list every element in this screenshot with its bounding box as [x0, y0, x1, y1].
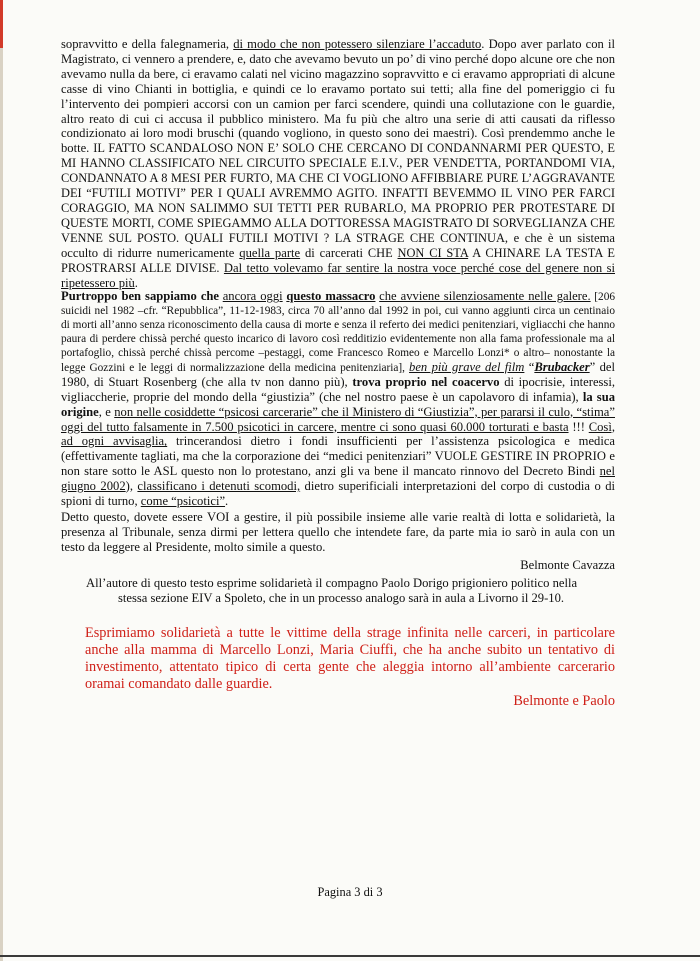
bold-phrase: Purtroppo ben sappiamo che — [61, 289, 220, 304]
text-run: ), — [125, 479, 138, 494]
document-page — [61, 37, 615, 710]
signature-belmonte-e-paolo: Belmonte e Paolo — [513, 693, 615, 710]
solidarity-note — [61, 576, 615, 607]
underlined-phrase: Così, ad ogni avvisaglia, — [61, 419, 615, 449]
red-solidarity-paragraph: Esprimiamo solidarietà a tutte le vittime della strage infinita nelle carceri, in particolare anche alla mamma di Marcello Lonzi, Maria Ciuffi, che ha anche subito un tentativo di investimento, attentato tipico di certa gente che aleggia intorno all’ambiente carcerario oramai comandato dalle guardie. — [85, 624, 615, 692]
signature-belmonte-cavazza: Belmonte Cavazza — [520, 557, 615, 572]
text-run: di ipocrisie, interessi, vigliaccherie, proprie del mondo della “giustizia” (che nel nostro paese è un capolavoro di infamia), — [61, 374, 615, 404]
underlined-phrase: classificano i detenuti scomodi, — [137, 479, 301, 494]
text-run: , e — [98, 404, 115, 419]
bold-phrase: la sua origine — [61, 389, 615, 419]
uppercase-phrase: A CHINARE LA TESTA E PROSTRARSI ALLE DIVISE. — [61, 245, 615, 275]
underlined-sentence: Dal tetto volevamo far sentire la nostra voce perché cose del genere non si ripetessero più — [61, 260, 615, 290]
paragraph-1 — [61, 37, 615, 290]
text-run: del 1980, di Stuart Rosenberg (che alla tv non danno più), — [61, 359, 615, 389]
text-run: di carcerati — [300, 245, 368, 260]
text-run: ” — [589, 359, 596, 374]
underlined-phrase: nel giugno 2002 — [61, 464, 615, 494]
red-margin-mark — [0, 0, 3, 48]
text-run: trincerandosi dietro i fondi insufficienti per l’assistenza psicologica e medica (effettivamente tagliati, ma che la corporazione dei “medici penitenziari” VUOLE GESTIRE IN PROPRIO e non stare sotto le ASL questo non lo protestano, anzi gli va bene il mancato rinnovo del Decreto Bindi — [61, 434, 616, 479]
film-title: Brubacker — [534, 359, 590, 374]
text-run: !!! — [568, 419, 589, 434]
underlined-sentence: non nelle cosiddette “psicosi carcerarie” che il Ministero di “Giustizia”, per pararsi il culo, “stima” oggi del tutto falsamente in 7.500 psicotici in carcere, mentre ci sono quasi 60.000 torturati e basta — [61, 404, 615, 434]
text-run: . — [225, 494, 229, 509]
underlined-uppercase-phrase: NON CI STA — [397, 245, 469, 260]
text-run: . — [134, 275, 138, 290]
italic-underlined-phrase: ben più grave del film — [409, 359, 525, 374]
page-number-footer: Pagina 3 di 3 — [317, 885, 383, 899]
underlined-phrase: come “psicotici” — [140, 494, 226, 509]
text-run: . Dopo aver parlato con il Magistrato, ci vennero a prendere, e, dato che avevamo bevuto un po’ di vino perché dopo alcune ore che non avevamo nulla da bere, ci eravamo calati nel vicino magazzino sopravvitto e ci eravamo appropriati di alcune casse di vino Chianti in bottiglia, e quindi ce lo eravamo portato sui tetti; alla fine del pomeriggio ci fu l’intervento dei pompieri accorsi con un camion per farci scendere, quindi una collutazione con le guardie, altro reato di cui ci accusa il pubblico ministero. Ma fu più che altro una serie di atti causati da riflesso condizionato ai loro modi bruschi (quando vogliono, in questo sono dei maestri). Così prendemmo anche le botte. — [61, 37, 615, 156]
text-run: [206 suicidi nel 1982 –cfr. “Repubblica”, 11-12-1983, circa 70 all’anno dal 1992 in poi, cui vanno aggiunti circa un centinaio di morti all’anno senza riconoscimento della causa di morte e senza il referto dei medici penitenziari, vigliacchi che hanno paura di perdere chissà perché questo incarico di lavoro così redditizio evidentemente non alla fama professionale ma al portafoglio, chissà perché chissà percome –pestaggi, come Francesco Romeo e Marcello Lonzi* o altro– nonostante la legge Gozzini e le leggi di normalizzazione della medicina penitenziaria], — [61, 291, 615, 374]
bottom-border-line — [0, 955, 700, 957]
note-line-2: stessa sezione EIV a Spoleto, che in un processo analogo sarà in aula a Livorno il 29-10. — [118, 591, 565, 606]
text-run: “ — [524, 359, 535, 374]
underlined-phrase: quella parte — [239, 245, 301, 260]
uppercase-phrase: CHE — [367, 245, 398, 260]
uppercase-statement: IL FATTO SCANDALOSO NON E’ SOLO CHE CERCANO DI CONDANNARMI PER QUESTO, E MI HANNO CLASSIFICATO NEL CIRCUITO SPECIALE E.I.V., PER VENDETTA, PORTANDOMI VIA, CONDANNATO A 8 MESI PER FURTO, MA CHE CI VOGLIONO AFFIBBIARE PURE L’AGGRAVANTE DEI “FUTILI MOTIVI” PER I QUALI AVREMMO AGITO. INFATTI BEVEMMO IL VINO PER FARCI CORAGGIO, MA NON SALIMMO SUI TETTI PER RUBARLO, MA PROPRIO PER PROTESTARE DI QUESTE MORTI, COME SPIEGAMMO ALLA DOTTORESSA MAGISTRATO DI SORVEGLIANZA CHE VENNE SUL POSTO. QUALI FUTILI MOTIVI ? LA STRAGE CHE CONTINUA — [61, 141, 615, 245]
underlined-phrase: di modo che non potessero silenziare l’accaduto — [233, 37, 482, 51]
text-run: sopravvitto e della falegnameria, — [61, 37, 234, 51]
underlined-phrase: che avviene silenziosamente nelle galere. — [379, 289, 591, 304]
bold-underlined-phrase: questo massacro — [286, 289, 376, 304]
bold-phrase: trova proprio nel coacervo — [352, 374, 500, 389]
page-left-edge — [0, 0, 3, 961]
text-run: , e che è un sistema occulto di ridurre numericamente — [61, 230, 615, 260]
underlined-phrase: ancora oggi — [222, 289, 283, 304]
note-line-1: All’autore di questo testo esprime solidarietà il compagno Paolo Dorigo prigioniero politico nella — [86, 575, 578, 590]
paragraph-2 — [61, 290, 615, 510]
paragraph-3: Detto questo, dovete essere VOI a gestire, il più possibile insieme alle varie realtà di lotta e solidarietà, la presenza al Tribunale, senza dirmi per lettera quello che intendete fare, da parte mia io sarò in aula con un testo da leggere al Presidente, molto simile a questo. — [61, 510, 615, 554]
text-run: dietro superificiali interpretazioni del corpo di custodia o di spioni di turno, — [61, 479, 616, 509]
